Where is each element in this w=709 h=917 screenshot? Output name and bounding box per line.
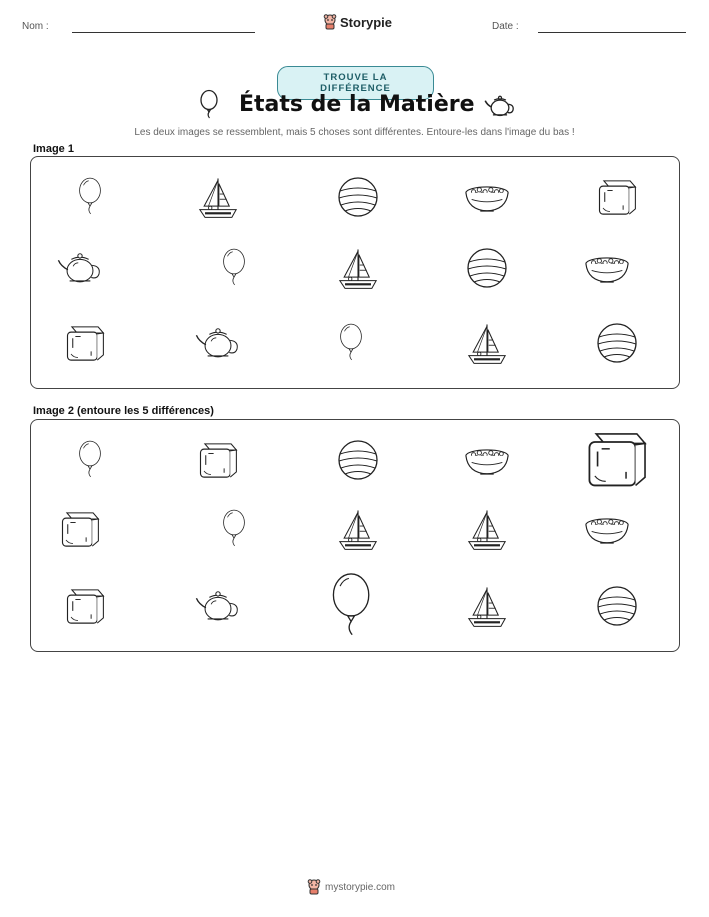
footer-site: mystorypie.com <box>325 881 396 893</box>
date-line[interactable] <box>538 32 686 33</box>
ice-cube-icon <box>596 179 638 216</box>
ball-icon[interactable] <box>338 440 378 480</box>
storypie-mascot-icon <box>323 14 337 30</box>
image1-label: Image 1 <box>33 143 74 155</box>
cereal-bowl-icon[interactable] <box>584 513 630 546</box>
ball-icon[interactable] <box>597 586 637 626</box>
balloon-icon <box>77 177 103 217</box>
balloon-icon[interactable] <box>221 509 247 549</box>
ice-cube-icon <box>64 325 106 362</box>
ice-cube-icon[interactable] <box>59 511 101 548</box>
name-label: Nom : <box>22 21 49 32</box>
sailboat-icon[interactable] <box>466 584 508 629</box>
sailboat-icon <box>197 175 239 220</box>
title-balloon-icon <box>199 90 219 120</box>
balloon-icon <box>221 248 247 288</box>
balloon-icon[interactable] <box>77 440 103 480</box>
ice-cube-icon[interactable] <box>197 442 239 479</box>
teapot-icon[interactable] <box>193 587 243 625</box>
ball-icon <box>467 248 507 288</box>
title-teapot-icon <box>483 93 517 119</box>
page-title: États de la Matière <box>239 92 475 117</box>
footer <box>307 879 395 895</box>
sailboat-icon <box>466 321 508 366</box>
sailboat-icon <box>337 246 379 291</box>
ice-cube-icon[interactable] <box>64 588 106 625</box>
ball-icon <box>597 323 637 363</box>
balloon-icon[interactable] <box>329 572 373 640</box>
cereal-bowl-icon[interactable] <box>464 444 510 477</box>
ball-icon <box>338 177 378 217</box>
ice-cube-icon[interactable] <box>584 431 649 488</box>
teapot-icon <box>193 324 243 362</box>
instructions-text: Les deux images se ressemblent, mais 5 choses sont différentes. Entoure-les dans l'image du bas ! <box>134 127 575 138</box>
sailboat-icon[interactable] <box>466 507 508 552</box>
sailboat-icon[interactable] <box>337 507 379 552</box>
image2-label: Image 2 (entoure les 5 différences) <box>33 405 214 417</box>
cereal-bowl-icon <box>464 181 510 214</box>
brand-logo <box>323 14 392 30</box>
cereal-bowl-icon <box>584 252 630 285</box>
balloon-icon <box>338 323 364 363</box>
storypie-mascot-icon <box>307 879 321 895</box>
teapot-icon <box>55 249 105 287</box>
name-line[interactable] <box>72 32 255 33</box>
date-label: Date : <box>492 21 519 32</box>
brand-name: Storypie <box>340 14 393 30</box>
activity-badge: TROUVE LA DIFFÉRENCE <box>277 66 434 100</box>
